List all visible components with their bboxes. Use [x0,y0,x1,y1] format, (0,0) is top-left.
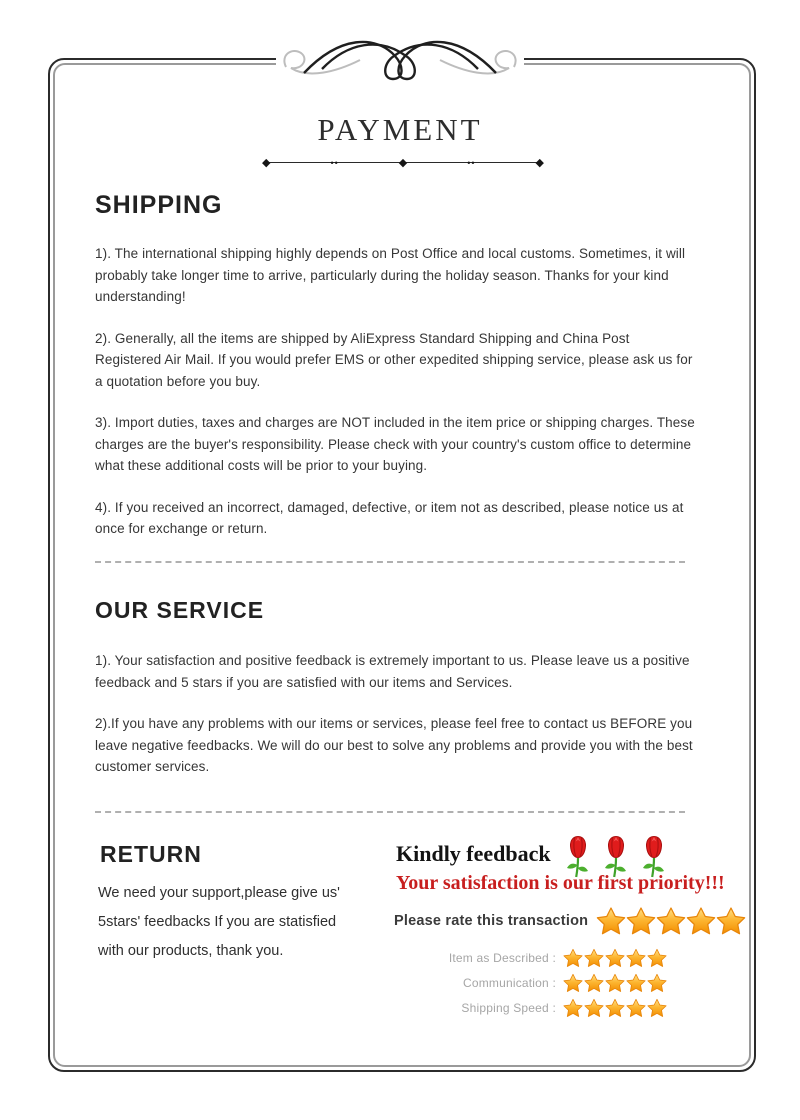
star-icon [584,948,604,968]
diamond-icon: ◆ [398,157,408,169]
star-icon [605,973,625,993]
star-rating[interactable] [562,998,667,1018]
star-icon [647,973,667,993]
rating-row-shipping-speed [394,998,667,1018]
kindly-feedback-label: Kindly feedback [396,841,551,866]
service-heading: OUR SERVICE [95,597,265,623]
rating-label: Item as Described : [448,951,556,965]
shipping-paragraph-3: 3). Import duties, taxes and charges are NOT included in the item price or shipping charges. These charges are the buyer's responsibility. Please check with your country's custom office to determine what these additional costs will be prior to your buying. [95,415,695,473]
service-paragraph-2: 2).If you have any problems with our items or services, please feel free to contact us BEFORE you leave negative feedbacks. We will do our best to solve any problems and provide you with the best customer services. [95,716,693,774]
diamond-icon: ◆ [262,157,271,169]
star-icon [656,906,686,936]
shipping-heading: SHIPPING [95,191,223,219]
star-icon [605,998,625,1018]
star-icon [716,906,746,936]
shipping-paragraph-1: 1). The international shipping highly depends on Post Office and local customs. Sometimes, it will probably take longer time to arrive, particularly during the holiday season. Thanks for your kind understanding! [95,246,686,304]
star-icon [647,948,667,968]
shipping-paragraph-2: 2). Generally, all the items are shipped by AliExpress Standard Shipping and China Post Registered Air Mail. If you would prefer EMS or other expedited shipping service, please ask us for a quotation before you buy. [95,330,693,389]
star-icon [626,973,646,993]
service-paragraph-1: 1). Your satisfaction and positive feedback is extremely important to us. Please leave us a positive feedback and 5 stars if you are satisfied with our items and Services. [95,653,690,690]
dots-icon: •• [467,158,476,168]
rate-transaction-row [394,906,746,936]
kindly-feedback-row [396,834,669,878]
rate-transaction-label: Please rate this transaction [394,913,589,929]
shipping-paragraphs [95,243,697,560]
star-icon [686,906,716,936]
return-text: We need your support,please give us' 5stars' feedbacks If you are statisfied with our products, thank you. [98,885,340,959]
star-icon [563,948,583,968]
return-heading: RETURN [100,841,202,867]
service-paragraphs [95,650,697,798]
section-divider [95,811,685,813]
star-icon [563,973,583,993]
priority-text: Your satisfaction is our first priority!!! [396,872,725,894]
section-divider [95,561,685,563]
star-icon [605,948,625,968]
star-rating[interactable] [562,948,667,968]
rose-icon [601,834,631,878]
star-icon [647,998,667,1018]
payment-divider [262,156,544,170]
star-icon [596,906,626,936]
flourish-ornament-icon [276,26,524,92]
star-icon [584,973,604,993]
rose-icon [563,834,593,878]
shipping-paragraph-4: 4). If you received an incorrect, damaged, defective, or item not as described, please notice us at once for exchange or return. [95,499,684,536]
star-icon [626,948,646,968]
star-icon [626,906,656,936]
star-rating[interactable] [562,973,667,993]
rose-icons [563,834,669,878]
star-icon [563,998,583,1018]
dots-icon: •• [330,158,339,168]
star-icon [584,998,604,1018]
diamond-icon: ◆ [535,157,544,169]
overall-star-rating[interactable] [596,906,746,936]
rating-label: Communication : [462,976,556,990]
rating-row-communication [394,973,667,993]
star-icon [626,998,646,1018]
rating-row-item-as-described [394,948,667,968]
page-title: PAYMENT [317,112,483,147]
rating-label: Shipping Speed : [461,1001,556,1015]
rose-icon [639,834,669,878]
